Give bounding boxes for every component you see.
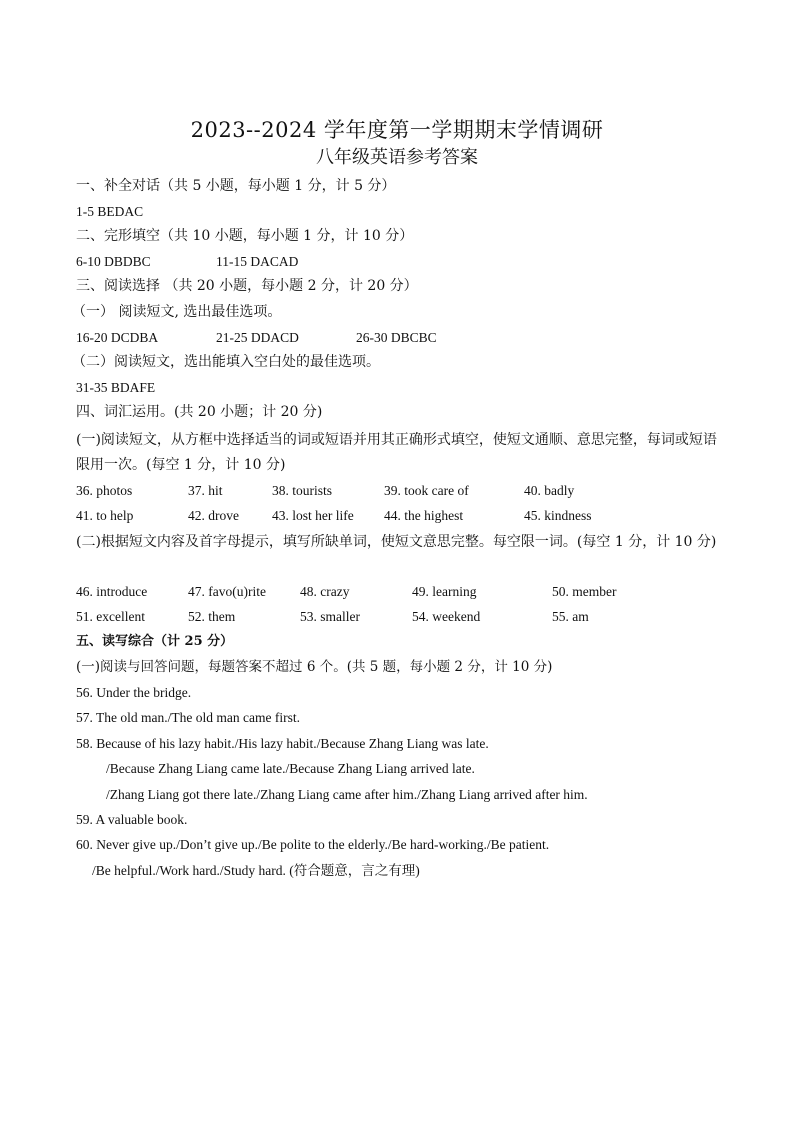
section-1-heading: 一、补全对话（共 5 小题，每小题 1 分，计 5 分） xyxy=(76,178,396,194)
page-title: 2023--2024 学年度第一学期期末学情调研 xyxy=(190,118,604,142)
answer-item: 53. smaller xyxy=(300,609,360,624)
answer-group: 6-10 DBDBC xyxy=(76,254,151,269)
answer-item: 54. weekend xyxy=(412,609,481,624)
section-2-answers xyxy=(76,252,736,272)
answer-item: 42. drove xyxy=(188,508,239,523)
answer-item: 50. member xyxy=(552,584,617,599)
answer-58-line-2: /Because Zhang Liang came late./Because Zhang Liang arrived late. xyxy=(106,761,475,776)
answer-58-line-3: /Zhang Liang got there late./Zhang Liang came after him./Zhang Liang arrived after him. xyxy=(106,787,588,802)
answer-item: 39. took care of xyxy=(384,483,469,498)
answer-item: 40. badly xyxy=(524,483,575,498)
section-3-heading: 三、阅读选择 （共 20 小题，每小题 2 分，计 20 分） xyxy=(76,278,418,294)
answer-item: 51. excellent xyxy=(76,609,145,624)
section-3-part-1-answers xyxy=(76,328,736,348)
section-4-part-2: (二)根据短文内容及首字母提示，填写所缺单词，使短文意思完整。每空限一词。(每空 1 分，计 10 分) xyxy=(76,534,717,550)
section-4-row-1 xyxy=(76,481,736,501)
section-4-part-1: (一)阅读短文，从方框中选择适当的词或短语并用其正确形式填空，使短文通顺、意思完整，每词或短语限用一次。(每空 1 分，计 10 分) xyxy=(76,432,717,473)
section-5-part-1: (一)阅读与回答问题，每题答案不超过 6 个。(共 5 题，每小题 2 分，计 10 分) xyxy=(76,659,553,675)
answer-item: 36. photos xyxy=(76,483,133,498)
answer-group: 11-15 DACAD xyxy=(216,254,299,269)
section-4-row-4 xyxy=(76,607,736,627)
answer-item: 38. tourists xyxy=(272,483,333,498)
answer-item: 37. hit xyxy=(188,483,223,498)
answer-item: 48. crazy xyxy=(300,584,350,599)
answer-group: 16-20 DCDBA xyxy=(76,330,159,345)
answer-group: 26-30 DBCBC xyxy=(356,330,437,345)
answer-58-line-1: 58. Because of his lazy habit./His lazy habit./Because Zhang Liang was late. xyxy=(76,736,489,751)
answer-item: 46. introduce xyxy=(76,584,148,599)
section-1-answer: 1-5 BEDAC xyxy=(76,204,144,219)
answer-item: 41. to help xyxy=(76,508,134,523)
answer-item: 43. lost her life xyxy=(272,508,354,523)
section-3-part-1: （一） 阅读短文, 选出最佳选项。 xyxy=(72,304,282,320)
page-subtitle: 八年级英语参考答案 xyxy=(316,147,478,168)
answer-59: 59. A valuable book. xyxy=(76,812,188,827)
section-4-row-3 xyxy=(76,582,736,602)
answer-56: 56. Under the bridge. xyxy=(76,685,192,700)
answer-group: 21-25 DDACD xyxy=(216,330,299,345)
answer-item: 47. favo(u)rite xyxy=(188,584,266,599)
answer-57: 57. The old man./The old man came first. xyxy=(76,710,300,725)
section-4-heading: 四、词汇运用。(共 20 小题；计 20 分) xyxy=(76,404,323,420)
answer-60-line-2: /Be helpful./Work hard./Study hard. (符合题意，言之有理) xyxy=(92,863,420,878)
section-4-row-2 xyxy=(76,506,736,526)
answer-item: 49. learning xyxy=(412,584,477,599)
section-3-part-2: （二）阅读短文，选出能填入空白处的最佳选项。 xyxy=(72,354,380,370)
answer-60-line-1: 60. Never give up./Don’t give up./Be polite to the elderly./Be hard-working./Be patient. xyxy=(76,837,550,852)
answer-item: 52. them xyxy=(188,609,236,624)
answer-item: 45. kindness xyxy=(524,508,592,523)
answer-item: 44. the highest xyxy=(384,508,464,523)
answer-item: 55. am xyxy=(552,609,589,624)
section-3-part-2-answer: 31-35 BDAFE xyxy=(76,380,156,395)
section-2-heading: 二、完形填空（共 10 小题，每小题 1 分，计 10 分） xyxy=(76,228,414,244)
section-5-heading: 五、读写综合（计 25 分） xyxy=(76,634,234,649)
